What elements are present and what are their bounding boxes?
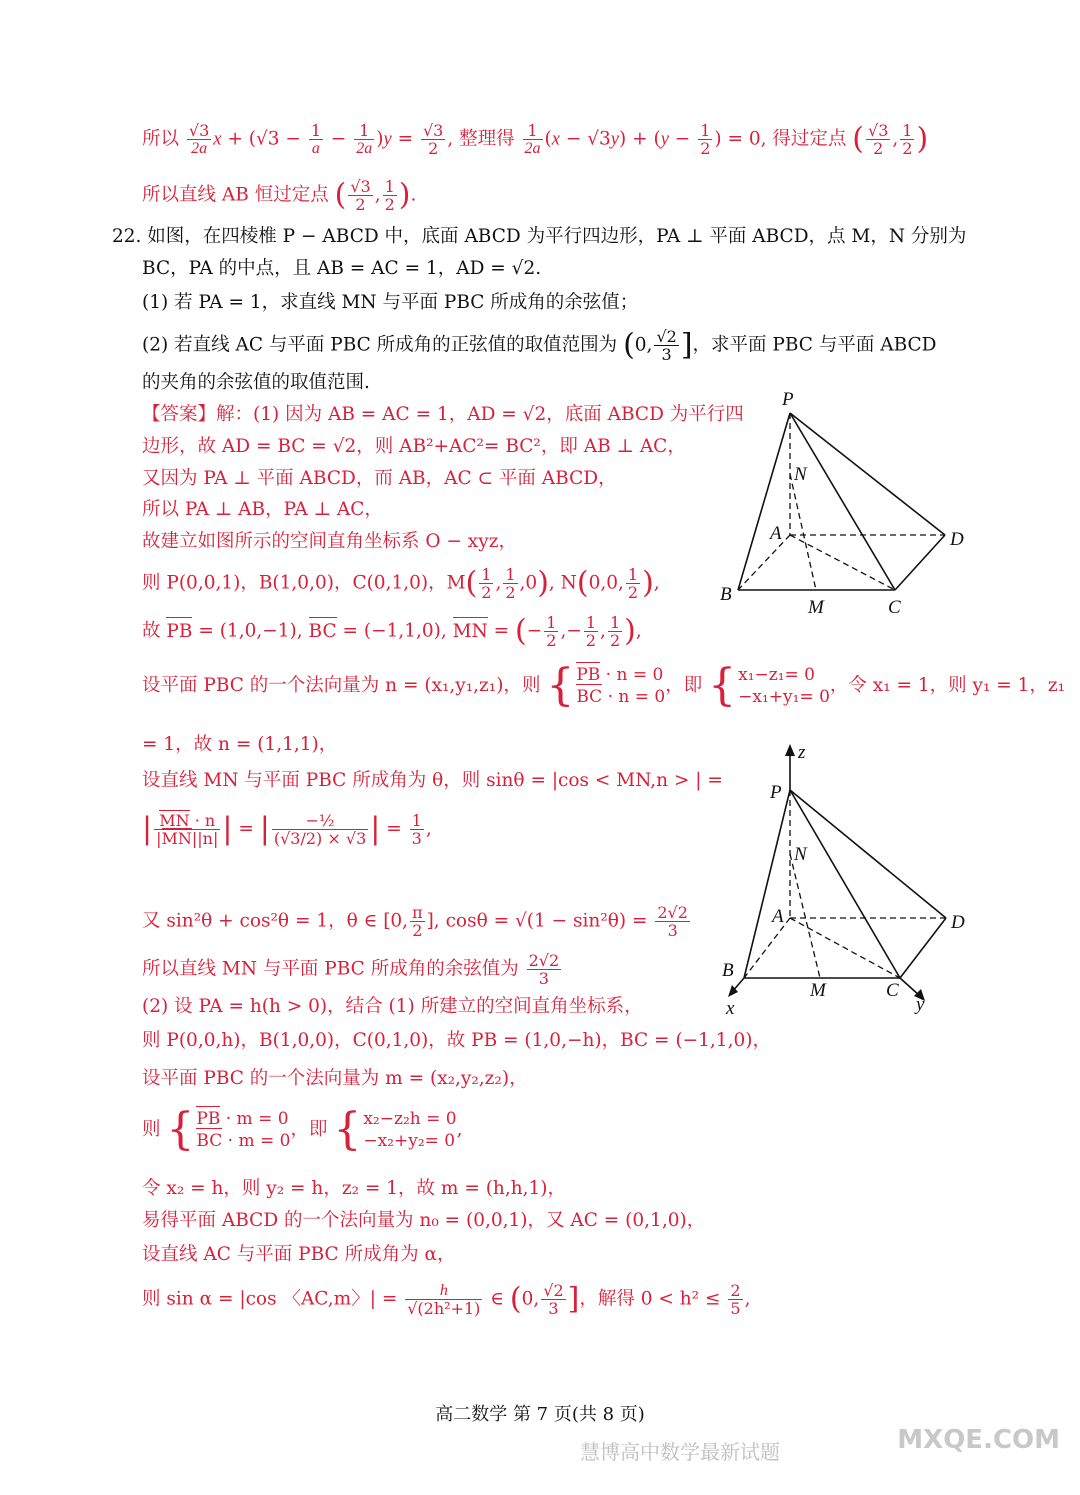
label-N2: N [794,844,807,865]
answer-a13: 所以直线 MN 与平面 PBC 所成角的余弦值为 $\frac{2√2}{3}$ [142,951,560,988]
question-22-line-3: (1) 若 PA = 1，求直线 MN 与平面 PBC 所成角的余弦值； [142,292,639,313]
answer-a12: 又 sin²θ + cos²θ = 1，θ ∈ [0, $\frac{\pi}{2}$ ], cosθ = √(1 − sin²θ) = $\frac{2√2}{3}$ [142,903,688,940]
page-footer: 高二数学 第 7 页(共 8 页) [435,1404,645,1425]
label-P2: P [770,782,782,803]
label-x: x [726,998,735,1019]
answer-a7: 故 PB = (1,0,−1), BC = (−1,1,0), MN = (− $\frac{1}{2}$ ,− $\frac{1}{2}$ , $\frac{1}{2}$ ), [142,613,642,650]
label-A2: A [772,906,784,927]
label-P: P [782,389,794,410]
pyramid-figure-2 [710,740,990,1030]
answer-a2: 边形，故 AD = BC = √2，则 AB²+AC²= BC²，即 AB ⊥ AC， [142,436,686,457]
label-N: N [794,464,807,485]
answer-a5: 故建立如图所示的空间直角坐标系 O − xyz， [142,531,517,552]
question-22-line-5: 的夹角的余弦值的取值范围. [142,372,370,393]
answer-b6: 易得平面 ABCD 的一个法向量为 n₀ = (0,0,1)，又 AC = (0,1,0)， [142,1210,706,1231]
answer-b7: 设直线 AC 与平面 PBC 所成角为 α， [142,1244,456,1265]
label-M: M [808,597,824,618]
label-C: C [888,597,901,618]
answer-a6: 则 P(0,0,1)，B(1,0,0)，C(0,1,0)，M( $\frac{1}{2}$ , $\frac{1}{2}$ ,0), N(0,0, $\frac{1}{2}$ ), [142,565,660,602]
label-B2: B [722,960,734,981]
answer-a1: 【答案】解：(1) 因为 AB = AC = 1，AD = √2，底面 ABCD 为平行四 [142,404,744,425]
label-M2: M [810,980,826,1001]
label-z: z [798,742,806,763]
label-B: B [720,584,732,605]
answer-b8: 则 sin α = |cos 〈AC,m〉| = $\frac{h}{\text{√(2h²+1)}}$ ∈ (0, $\frac{√2}{3}$ ]，解得 0 < h² ≤ $\frac{2}{5}$ , [142,1281,751,1318]
watermark-text: 慧博高中数学最新试题 [580,1440,780,1464]
answer-b5: 令 x₂ = h，则 y₂ = h，z₂ = 1，故 m = (h,h,1)， [142,1178,567,1199]
pyramid-figure-1 [710,385,990,625]
answer-b3: 设平面 PBC 的一个法向量为 m = (x₂,y₂,z₂)， [142,1068,528,1089]
label-D: D [950,529,964,550]
label-y: y [916,994,925,1015]
question-22-line-2: BC，PA 的中点，且 AB = AC = 1，AD = √2. [142,258,542,279]
label-C2: C [886,980,899,1001]
answer-a10: 设直线 MN 与平面 PBC 所成角为 θ，则 sinθ = |cos < MN,n > | = [142,770,723,791]
answer-a4: 所以 PA ⊥ AB，PA ⊥ AC， [142,499,383,520]
answer-b1: (2) 设 PA = h(h > 0)，结合 (1) 所建立的空间直角坐标系， [142,996,643,1017]
label-D2: D [951,912,965,933]
answer-line-1: 所以 $\frac{√3}{2a}$ x + (√3 − $\frac{1}{a}$ − $\frac{1}{2a}$ )y = $\frac{√3}{2}$ , 整理得 $\frac{1}{2a}$ (x − √3y) + (y − $\frac{1}{2}$ ) = 0, 得过定点 ( $\frac{√3}{2}$ , $\frac{1}{2}$ ) [142,121,929,158]
answer-a9: = 1，故 n = (1,1,1)， [142,734,338,755]
label-A: A [770,523,782,544]
answer-a3: 又因为 PA ⊥ 平面 ABCD，而 AB，AC ⊂ 平面 ABCD， [142,468,617,489]
watermark-site: MXQE.COM [897,1425,1060,1455]
answer-a11: | $\frac{MN \cdot n}{|MN||n|}$ | = | $\frac{\text{−½}}{(√3/2) \times √3}$ | = $\frac{1}{3}$ , [142,811,432,848]
answer-b2: 则 P(0,0,h)，B(1,0,0)，C(0,1,0)，故 PB = (1,0,−h)，BC = (−1,1,0)， [142,1030,771,1051]
question-22-line-4: (2) 若直线 AC 与平面 PBC 所成角的正弦值的取值范围为 (0, $\frac{√2}{3}$ ]，求平面 PBC 与平面 ABCD [142,327,937,364]
answer-a8: 设平面 PBC 的一个法向量为 n = (x₁,y₁,z₁)，则 { PB · n = 0 BC · n = 0，即 { x₁−z₁= 0 −x₁+y₁= 0，令 x₁ = 1，则 y₁ = 1，z₁ [142,660,1066,711]
answer-line-2: 所以直线 AB 恒过定点 ( $\frac{√3}{2}$ , $\frac{1}{2}$ ). [142,177,417,214]
answer-b4: 则 { PB · m = 0 BC · m = 0，即 { x₂−z₂h = 0 −x₂+y₂= 0, [142,1104,463,1155]
question-22-line-1: 22. 如图，在四棱椎 P − ABCD 中，底面 ABCD 为平行四边形，PA ⊥ 平面 ABCD，点 M，N 分别为 [112,226,967,247]
